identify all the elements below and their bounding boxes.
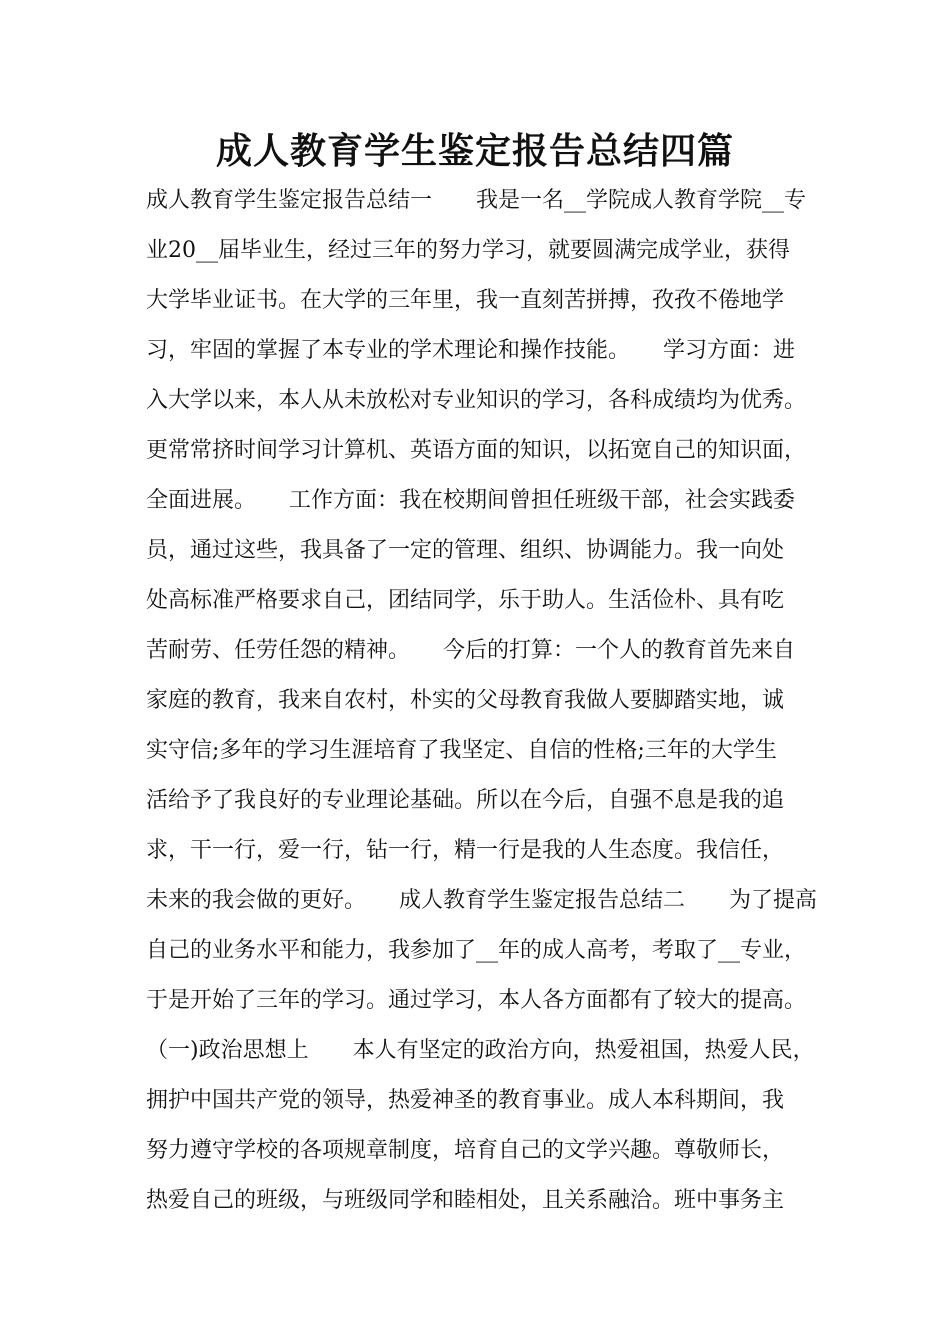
body-line: 处高标准严格要求自己，团结同学，乐于助人。生活俭朴、具有吃 — [146, 588, 785, 613]
body-line: 更常常挤时间学习计算机、英语方面的知识，以拓宽自己的知识面， — [146, 438, 807, 463]
body-line: 全面进展。 工作方面：我在校期间曾担任班级干部，社会实践委 — [146, 488, 796, 513]
body-line: 于是开始了三年的学习。通过学习，本人各方面都有了较大的提高。 — [146, 988, 807, 1013]
body-line: 业20__届毕业生，经过三年的努力学习，就要圆满完成学业，获得 — [146, 238, 790, 263]
body-line: 拥护中国共产党的领导，热爱神圣的教育事业。成人本科期间，我 — [146, 1088, 785, 1113]
body-line: 求，干一行，爱一行，钻一行，精一行是我的人生态度。我信任， — [146, 838, 785, 863]
body-line: 员，通过这些，我具备了一定的管理、组织、协调能力。我一向处 — [146, 538, 785, 563]
body-line: 未来的我会做的更好。 成人教育学生鉴定报告总结二 为了提高 — [146, 888, 818, 913]
body-line: 热爱自己的班级，与班级同学和睦相处，且关系融洽。班中事务主 — [146, 1188, 785, 1213]
document-body — [146, 186, 836, 1236]
body-line: 苦耐劳、任劳任怨的精神。 今后的打算：一个人的教育首先来自 — [146, 638, 796, 663]
body-line: 大学毕业证书。在大学的三年里，我一直刻苦拼搏，孜孜不倦地学 — [146, 288, 785, 313]
body-line: 习，牢固的掌握了本专业的学术理论和操作技能。 学习方面：进 — [146, 338, 796, 363]
body-line: 努力遵守学校的各项规章制度，培育自己的文学兴趣。尊敬师长， — [146, 1138, 785, 1163]
body-line: 实守信;多年的学习生涯培育了我坚定、自信的性格;三年的大学生 — [146, 738, 777, 763]
body-line: （一)政治思想上 本人有坚定的政治方向，热爱祖国，热爱人民， — [146, 1038, 815, 1063]
body-line: 入大学以来，本人从未放松对专业知识的学习，各科成绩均为优秀。 — [146, 388, 807, 413]
body-line: 成人教育学生鉴定报告总结一 我是一名__学院成人教育学院__专 — [146, 188, 807, 213]
body-line: 活给予了我良好的专业理论基础。所以在今后，自强不息是我的追 — [146, 788, 785, 813]
body-line: 自己的业务水平和能力，我参加了__年的成人高考，考取了__专业， — [146, 938, 807, 963]
body-line: 家庭的教育，我来自农村，朴实的父母教育我做人要脚踏实地，诚 — [146, 688, 785, 713]
document-title: 成人教育学生鉴定报告总结四篇 — [215, 131, 734, 172]
